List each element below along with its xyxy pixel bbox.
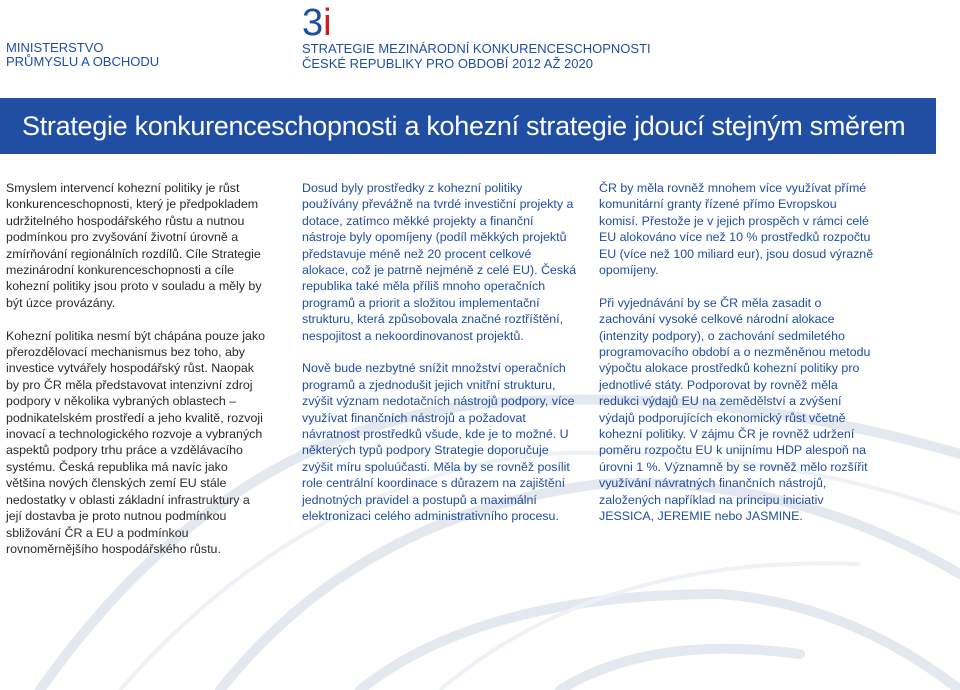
- column3-paragraph-1: ČR by měla rovněž mnohem více využívat přímé komunitární granty řízené přímo Evropskou komisí. Přestože je v jejich prospěch v rámci celé EU alokováno více než 10 % prostředků rozpočtu EU (více než 100 miliard eur), jsou dosud výrazně opomíjeny.: [599, 181, 874, 278]
- page-title: Strategie konkurenceschopnosti a kohezní strategie jdoucí stejným směrem: [22, 111, 906, 141]
- column2-paragraph-1: Dosud byly prostředky z kohezní politiky používány převážně na tvrdé investiční projekty a dotace, zatímco měkké projekty a finanční nástroje byly opomíjeny (podíl měkkých projektů představuje méně než 20 procent celkové alokace, což je patrně nejméně z celé EU). Česká republika také měla příliš mnoho operačních programů a priorit a složitou implementační strukturu, která způsobovala značné roztříštění, nespojitost a nekoordinovanost projektů.: [302, 181, 577, 343]
- strategy-title-line1: STRATEGIE MEZINÁRODNÍ KONKURENCESCHOPNOSTI: [302, 41, 651, 56]
- strategy-logo: [302, 2, 651, 44]
- ministry-logo: [6, 41, 159, 69]
- column2-paragraph-2: Nově bude nezbytné snížit množství operačních programů a zjednodušit jejich vnitřní strukturu, zvýšit význam nedotačních nástrojů podpory, více využívat finančních nástrojů a požadovat návratnost prostředků všude, kde je to možné. U některých typů podpory Strategie doporučuje zvýšit míru spoluúčasti. Měla by se rovněž posílit role centrální koordinace s důrazem na zajištění jednotných pravidel a postupů a maximální elektronizaci celého administrativního procesu.: [302, 361, 575, 524]
- strategy-title-line2: ČESKÉ REPUBLIKY PRO OBDOBÍ 2012 AŽ 2020: [302, 56, 593, 71]
- logo-letter: i: [323, 2, 332, 44]
- ministry-name-line2: PRŮMYSLU A OBCHODU: [6, 54, 160, 69]
- strategy-brand: [302, 2, 651, 71]
- title-banner: [0, 98, 936, 154]
- text-column-2: [302, 180, 580, 541]
- ministry-name-line1: MINISTERSTVO: [6, 40, 104, 55]
- column1-paragraph-2: Kohezní politika nesmí být chápána pouze jako přerozdělovací mechanismus bez toho, aby investice vytvářely hospodářský růst. Naopak by pro ČR měla představovat intenzivní zdroj podpory v několika vybraných oblastech – podnikatelském prostředí a jeho kvalitě, rozvoji inovací a technologického rozvoje a vybraných aspektů podpory trhu práce a vzdělávacího systému. Česká republika má navíc jako většina nových členských zemí EU stále nedostatky v oblasti základní infrastruktury a její dostavba je proto nutnou podmínkou sbližování ČR a EU a podmínkou rovnoměrnějšího hospodářského růstu.: [6, 328, 265, 556]
- column3-paragraph-2: Při vyjednávání by se ČR měla zasadit o zachování vysoké celkové národní alokace (intenzity podpory), o zachování sedmiletého programovacího období a o nezměněnou metodu výpočtu alokace prostředků kohezní politiky pro jednotlivé státy. Podporovat by rovněž měla redukci výdajů EU na zemědělství a zvýšení výdajů podporujících ekonomický růst včetně kohezní politiky. V zájmu ČR je rovněž udržení poměru rozpočtu EU k unijnímu HDP alespoň na úrovni 1 %. Významně by se rovněž mělo rozšířit využívání návratných finančních nástrojů, založených například na principu iniciativ JESSICA, JEREMIE nebo JASMINE.: [599, 295, 871, 524]
- column1-paragraph-1: Smyslem intervencí kohezní politiky je růst konkurenceschopnosti, který je předpokladem udržitelného hospodářského růstu a nutnou podmínkou pro zvyšování životní úrovně a zmírňování regionálních rozdílů. Cíle Strategie mezinárodní konkurenceschopnosti a cíle kohezní politiky jsou proto v souladu a měly by být úzce provázány.: [6, 181, 262, 310]
- logo-number: 3: [302, 2, 324, 44]
- text-column-1: [6, 180, 266, 574]
- text-column-3: [599, 180, 879, 541]
